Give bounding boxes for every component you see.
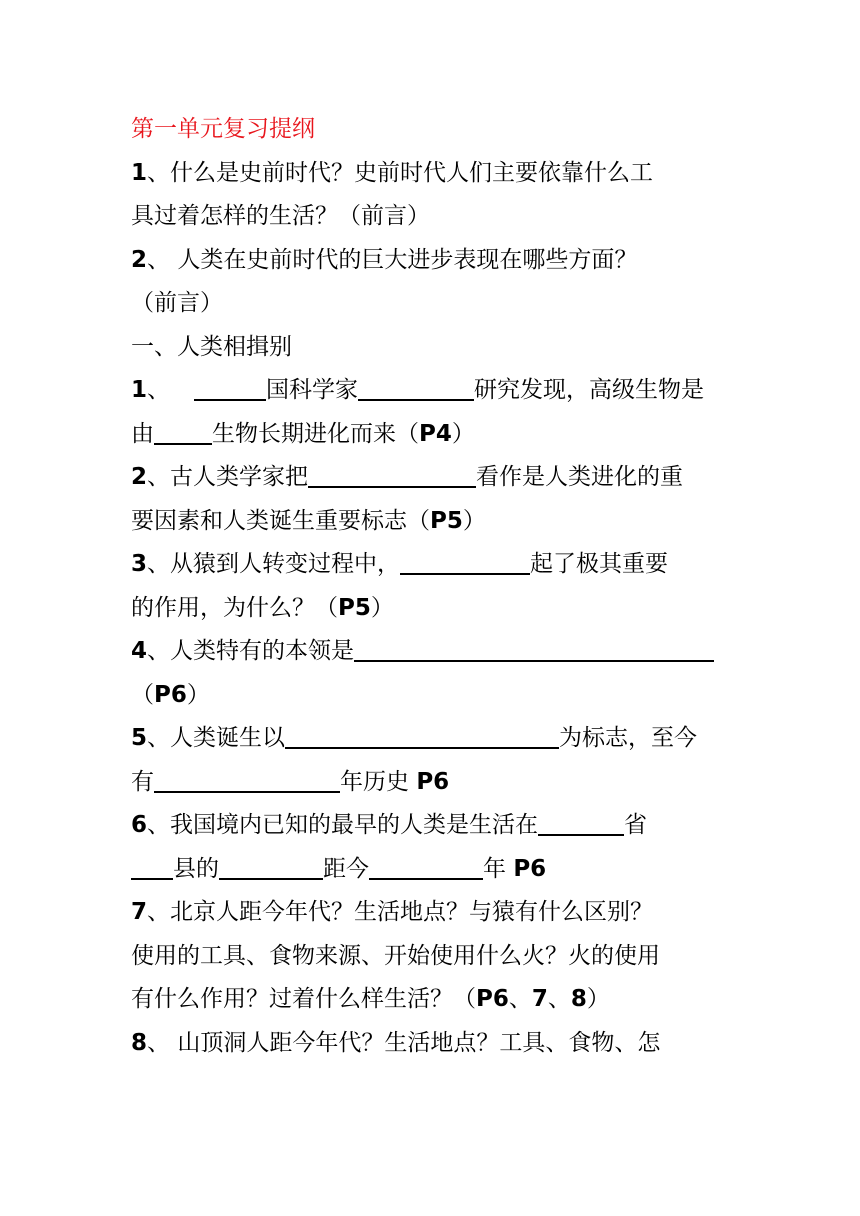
item-4-line-1 — [131, 630, 731, 674]
page-reference: P5 — [338, 594, 371, 621]
item-number: 2 — [131, 464, 148, 490]
item-text: 年历史 — [340, 768, 417, 795]
item-1-line-1 — [131, 369, 731, 413]
item-number: 4 — [131, 638, 148, 664]
item-text: ） — [586, 986, 610, 1012]
fill-blank[interactable] — [400, 545, 530, 575]
item-text: 起了极其重要 — [530, 551, 669, 577]
page-reference: P6 — [416, 768, 450, 795]
fill-blank[interactable] — [219, 850, 323, 880]
question-number: 2 — [131, 246, 148, 273]
item-text: 年 — [483, 855, 514, 882]
page-reference: 7 — [531, 986, 548, 1012]
item-text: 为标志，至今 — [559, 725, 698, 751]
item-text: 、人类特有的本领是 — [147, 638, 355, 664]
item-number: 6 — [131, 812, 148, 838]
item-text: 有 — [131, 768, 154, 795]
item-text: 、 山顶洞人距今年代？生活地点？工具、食物、怎 — [147, 1029, 661, 1056]
item-text: 、 — [508, 986, 532, 1012]
fill-blank[interactable] — [194, 371, 266, 401]
fill-blank[interactable] — [538, 806, 624, 836]
item-2-line-1 — [131, 456, 731, 500]
fill-blank[interactable] — [358, 371, 474, 401]
page-reference: P6 — [476, 986, 509, 1012]
fill-blank[interactable] — [154, 763, 340, 793]
item-text: 、 — [547, 986, 571, 1012]
fill-blank[interactable] — [154, 415, 212, 445]
fill-blank[interactable] — [285, 719, 559, 749]
page-reference: P4 — [419, 420, 452, 447]
outline-content — [131, 108, 731, 1065]
item-2-line-2 — [131, 500, 731, 544]
item-number: 5 — [131, 725, 148, 751]
item-8-line-1 — [131, 1022, 731, 1066]
item-6-line-1 — [131, 804, 731, 848]
question-2-line-2: （前言） — [131, 290, 223, 316]
fill-blank[interactable] — [308, 458, 476, 488]
item-7-line-3 — [131, 978, 731, 1022]
item-text: ） — [186, 681, 210, 708]
item-text: 的作用，为什么？（ — [131, 594, 338, 621]
section-heading: 一、人类相揖别 — [131, 333, 292, 360]
question-1-line-1 — [131, 152, 731, 196]
item-7-line-1 — [131, 891, 731, 935]
item-text: 由 — [131, 420, 154, 447]
item-text: 、北京人距今年代？生活地点？与猿有什么区别？ — [147, 899, 654, 925]
question-number: 1 — [131, 159, 148, 186]
item-text: ） — [451, 420, 475, 447]
item-5-line-1 — [131, 717, 731, 761]
question-2-line-1 — [131, 239, 731, 283]
item-3-line-1 — [131, 543, 731, 587]
question-text: 、什么是史前时代？史前时代人们主要依靠什么工 — [147, 159, 654, 186]
page-reference: P5 — [430, 507, 463, 534]
item-text: 、从猿到人转变过程中， — [147, 551, 401, 577]
item-text: 看作是人类进化的重 — [476, 464, 684, 490]
item-text: 、古人类学家把 — [147, 464, 309, 490]
fill-blank[interactable] — [369, 850, 483, 880]
page-reference: P6 — [513, 855, 547, 882]
item-6-line-2 — [131, 848, 731, 892]
item-text: 有什么作用？过着什么样生活？（ — [131, 986, 476, 1012]
item-7-line-2: 使用的工具、食物来源、开始使用什么火？火的使用 — [131, 942, 660, 969]
item-text: 、我国境内已知的最早的人类是生活在 — [147, 812, 539, 838]
item-text: 生物长期进化而来（ — [212, 420, 419, 447]
fill-blank[interactable] — [354, 632, 714, 662]
page-reference: P6 — [154, 681, 187, 708]
fill-blank[interactable] — [131, 850, 173, 880]
item-number: 7 — [131, 899, 148, 925]
item-number: 8 — [131, 1029, 148, 1056]
item-1-line-2 — [131, 413, 731, 457]
item-text: ） — [370, 594, 394, 621]
question-text: 、 人类在史前时代的巨大进步表现在哪些方面？ — [147, 246, 638, 273]
item-text: 研究发现，高级生物是 — [474, 377, 705, 403]
item-text: 国科学家 — [266, 377, 359, 403]
page-reference: 8 — [570, 986, 587, 1012]
page-title: 第一单元复习提纲 — [131, 116, 315, 142]
item-5-line-2 — [131, 761, 731, 805]
item-text: ） — [462, 507, 486, 534]
item-text: 要因素和人类诞生重要标志（ — [131, 507, 430, 534]
item-text: 县的 — [173, 855, 219, 882]
item-text: 、人类诞生以 — [147, 725, 286, 751]
item-4-line-2 — [131, 674, 731, 718]
item-text: （ — [131, 681, 154, 708]
question-1-line-2: 具过着怎样的生活？（前言） — [131, 203, 430, 229]
item-3-line-2 — [131, 587, 731, 631]
item-text: 省 — [624, 812, 648, 838]
item-text: 、 — [147, 377, 171, 403]
item-number: 3 — [131, 551, 148, 577]
item-number: 1 — [131, 377, 148, 403]
item-text: 距今 — [323, 855, 369, 882]
